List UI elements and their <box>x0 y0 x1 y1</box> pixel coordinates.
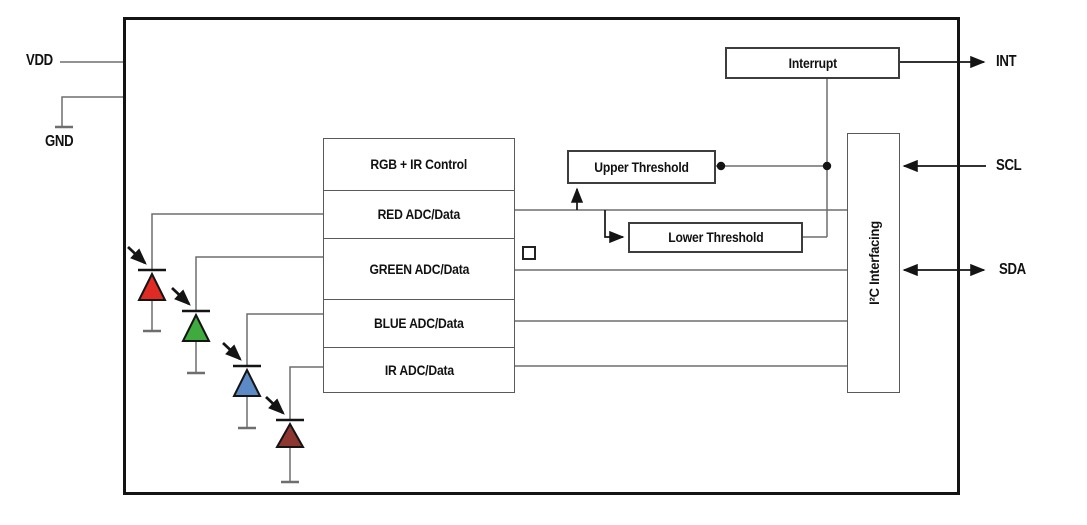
block-blue-adc <box>324 299 514 347</box>
green-diode-wire <box>196 257 325 311</box>
sda-pin-label: SDA <box>999 261 1026 278</box>
gnd-pin-label: GND <box>45 133 74 150</box>
junction-dot <box>717 162 725 170</box>
block-i2c-interfacing <box>847 133 900 393</box>
junction-dot <box>823 162 831 170</box>
block-label: Interrupt <box>788 55 837 71</box>
int-pin-label: INT <box>996 53 1017 70</box>
blue-photodiode <box>234 370 260 396</box>
block-ir-adc <box>324 347 514 392</box>
block-label: RED ADC/Data <box>377 207 461 222</box>
block-label: Upper Threshold <box>594 159 689 175</box>
block-label: I²C Interfacing <box>865 221 882 305</box>
gnd-wire <box>62 97 123 127</box>
block-label: IR ADC/Data <box>384 362 454 378</box>
light-arrow-icon <box>266 397 283 413</box>
red-diode-wire <box>152 214 325 270</box>
ir-photodiode <box>277 424 303 447</box>
block-upper-threshold <box>567 150 716 184</box>
block-label: Lower Threshold <box>667 230 764 245</box>
block-label: GREEN ADC/Data <box>369 261 469 277</box>
block-interrupt <box>725 47 900 79</box>
vdd-pin-label: VDD <box>26 52 53 69</box>
block-rgb-ir-control <box>324 139 514 190</box>
block-green-adc <box>324 238 514 299</box>
block-lower-threshold <box>628 222 803 253</box>
light-arrow-icon <box>128 247 145 263</box>
red-photodiode <box>139 274 165 300</box>
blue-diode-wire <box>247 314 325 366</box>
light-arrow-icon <box>223 343 240 359</box>
green-photodiode <box>183 315 209 341</box>
light-arrow-icon <box>172 288 189 304</box>
photodiodes <box>138 270 304 447</box>
lower-threshold-arrow <box>605 210 623 237</box>
block-label: BLUE ADC/Data <box>374 316 464 331</box>
ir-diode-wire <box>290 367 325 420</box>
adc-stack <box>323 138 515 393</box>
block-label: RGB + IR Control <box>370 157 468 172</box>
scl-pin-label: SCL <box>996 157 1022 174</box>
block-red-adc <box>324 190 514 238</box>
small-square-marker <box>522 246 536 260</box>
